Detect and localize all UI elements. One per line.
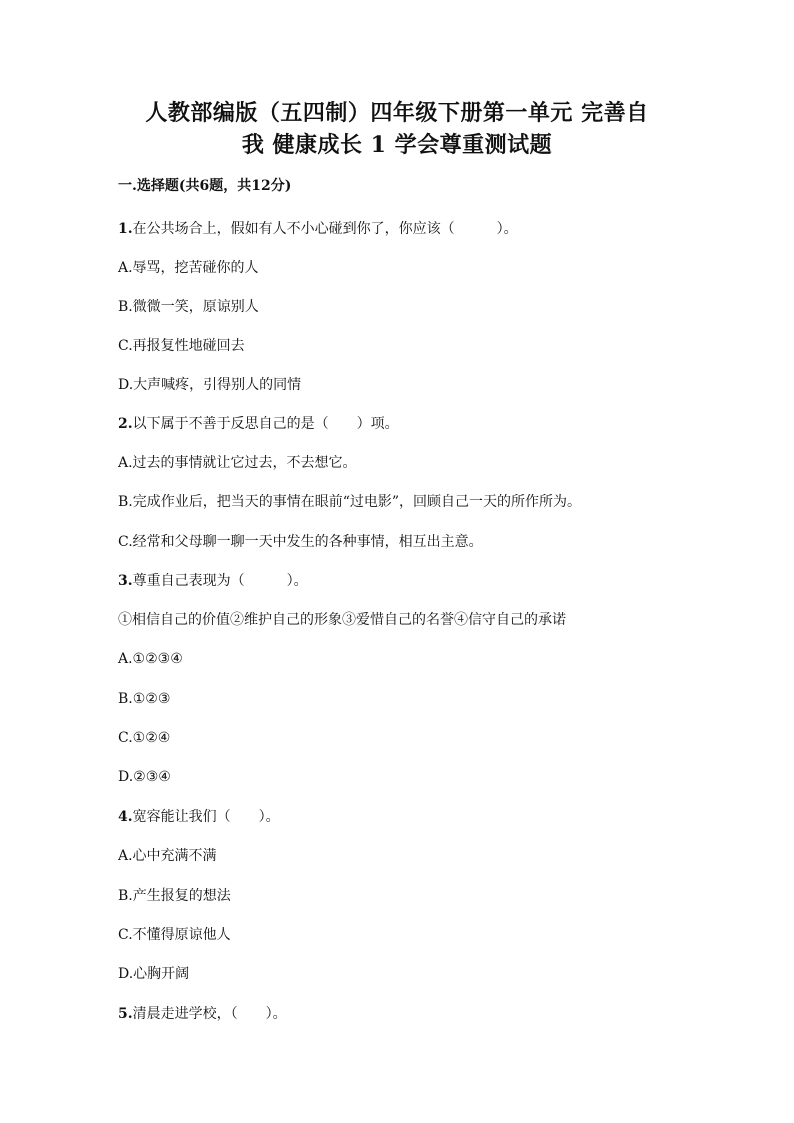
question-number: 4. — [118, 809, 133, 825]
question-3 — [118, 570, 308, 592]
option-1c: C.再报复性地碰回去 — [118, 338, 245, 354]
page-title-line-2: 我 健康成长 1 学会尊重测试题 — [241, 132, 553, 158]
question-number: 2. — [118, 416, 133, 432]
option-4d: D.心胸开阔 — [118, 966, 190, 982]
question-2 — [118, 413, 399, 435]
option-3b: B.①②③ — [118, 691, 171, 707]
question-text: 尊重自己表现为（ ）。 — [132, 573, 308, 589]
question-text: 宽容能让我们（ ）。 — [132, 809, 280, 825]
section-heading: 一.选择题(共6题，共12分) — [118, 178, 292, 194]
option-3d: D.②③④ — [118, 769, 171, 785]
question-number: 1. — [118, 221, 133, 237]
option-1d: D.大声喊疼，引得别人的同情 — [118, 377, 302, 393]
question-text: 在公共场合上，假如有人不小心碰到你了，你应该（ ）。 — [132, 221, 518, 237]
option-1a: A.辱骂，挖苦碰你的人 — [118, 260, 259, 276]
option-3a: A.①②③④ — [118, 651, 183, 667]
option-4b: B.产生报复的想法 — [118, 888, 231, 904]
question-number: 5. — [118, 1006, 133, 1022]
page-title-line-1: 人教部编版（五四制）四年级下册第一单元 完善自 — [145, 100, 649, 126]
question-1 — [118, 218, 518, 240]
question-5 — [118, 1003, 287, 1025]
option-2c: C.经常和父母聊一聊一天中发生的各种事情，相互出主意。 — [118, 534, 483, 550]
option-4a: A.心中充满不满 — [118, 848, 217, 864]
question-4 — [118, 806, 280, 828]
question-text: 以下属于不善于反思自己的是（ ）项。 — [132, 416, 399, 432]
option-1b: B.微微一笑，原谅别人 — [118, 299, 259, 315]
option-2b: B.完成作业后，把当天的事情在眼前“过电影”，回顾自己一天的所作所为。 — [118, 494, 582, 510]
question-3-statements: ①相信自己的价值②维护自己的形象③爱惜自己的名誉④信守自己的承诺 — [118, 612, 566, 628]
option-4c: C.不懂得原谅他人 — [118, 927, 231, 943]
question-number: 3. — [118, 573, 133, 589]
option-3c: C.①②④ — [118, 730, 171, 746]
option-2a: A.过去的事情就让它过去，不去想它。 — [118, 455, 357, 471]
question-text: 清晨走进学校，（ ）。 — [132, 1006, 287, 1022]
